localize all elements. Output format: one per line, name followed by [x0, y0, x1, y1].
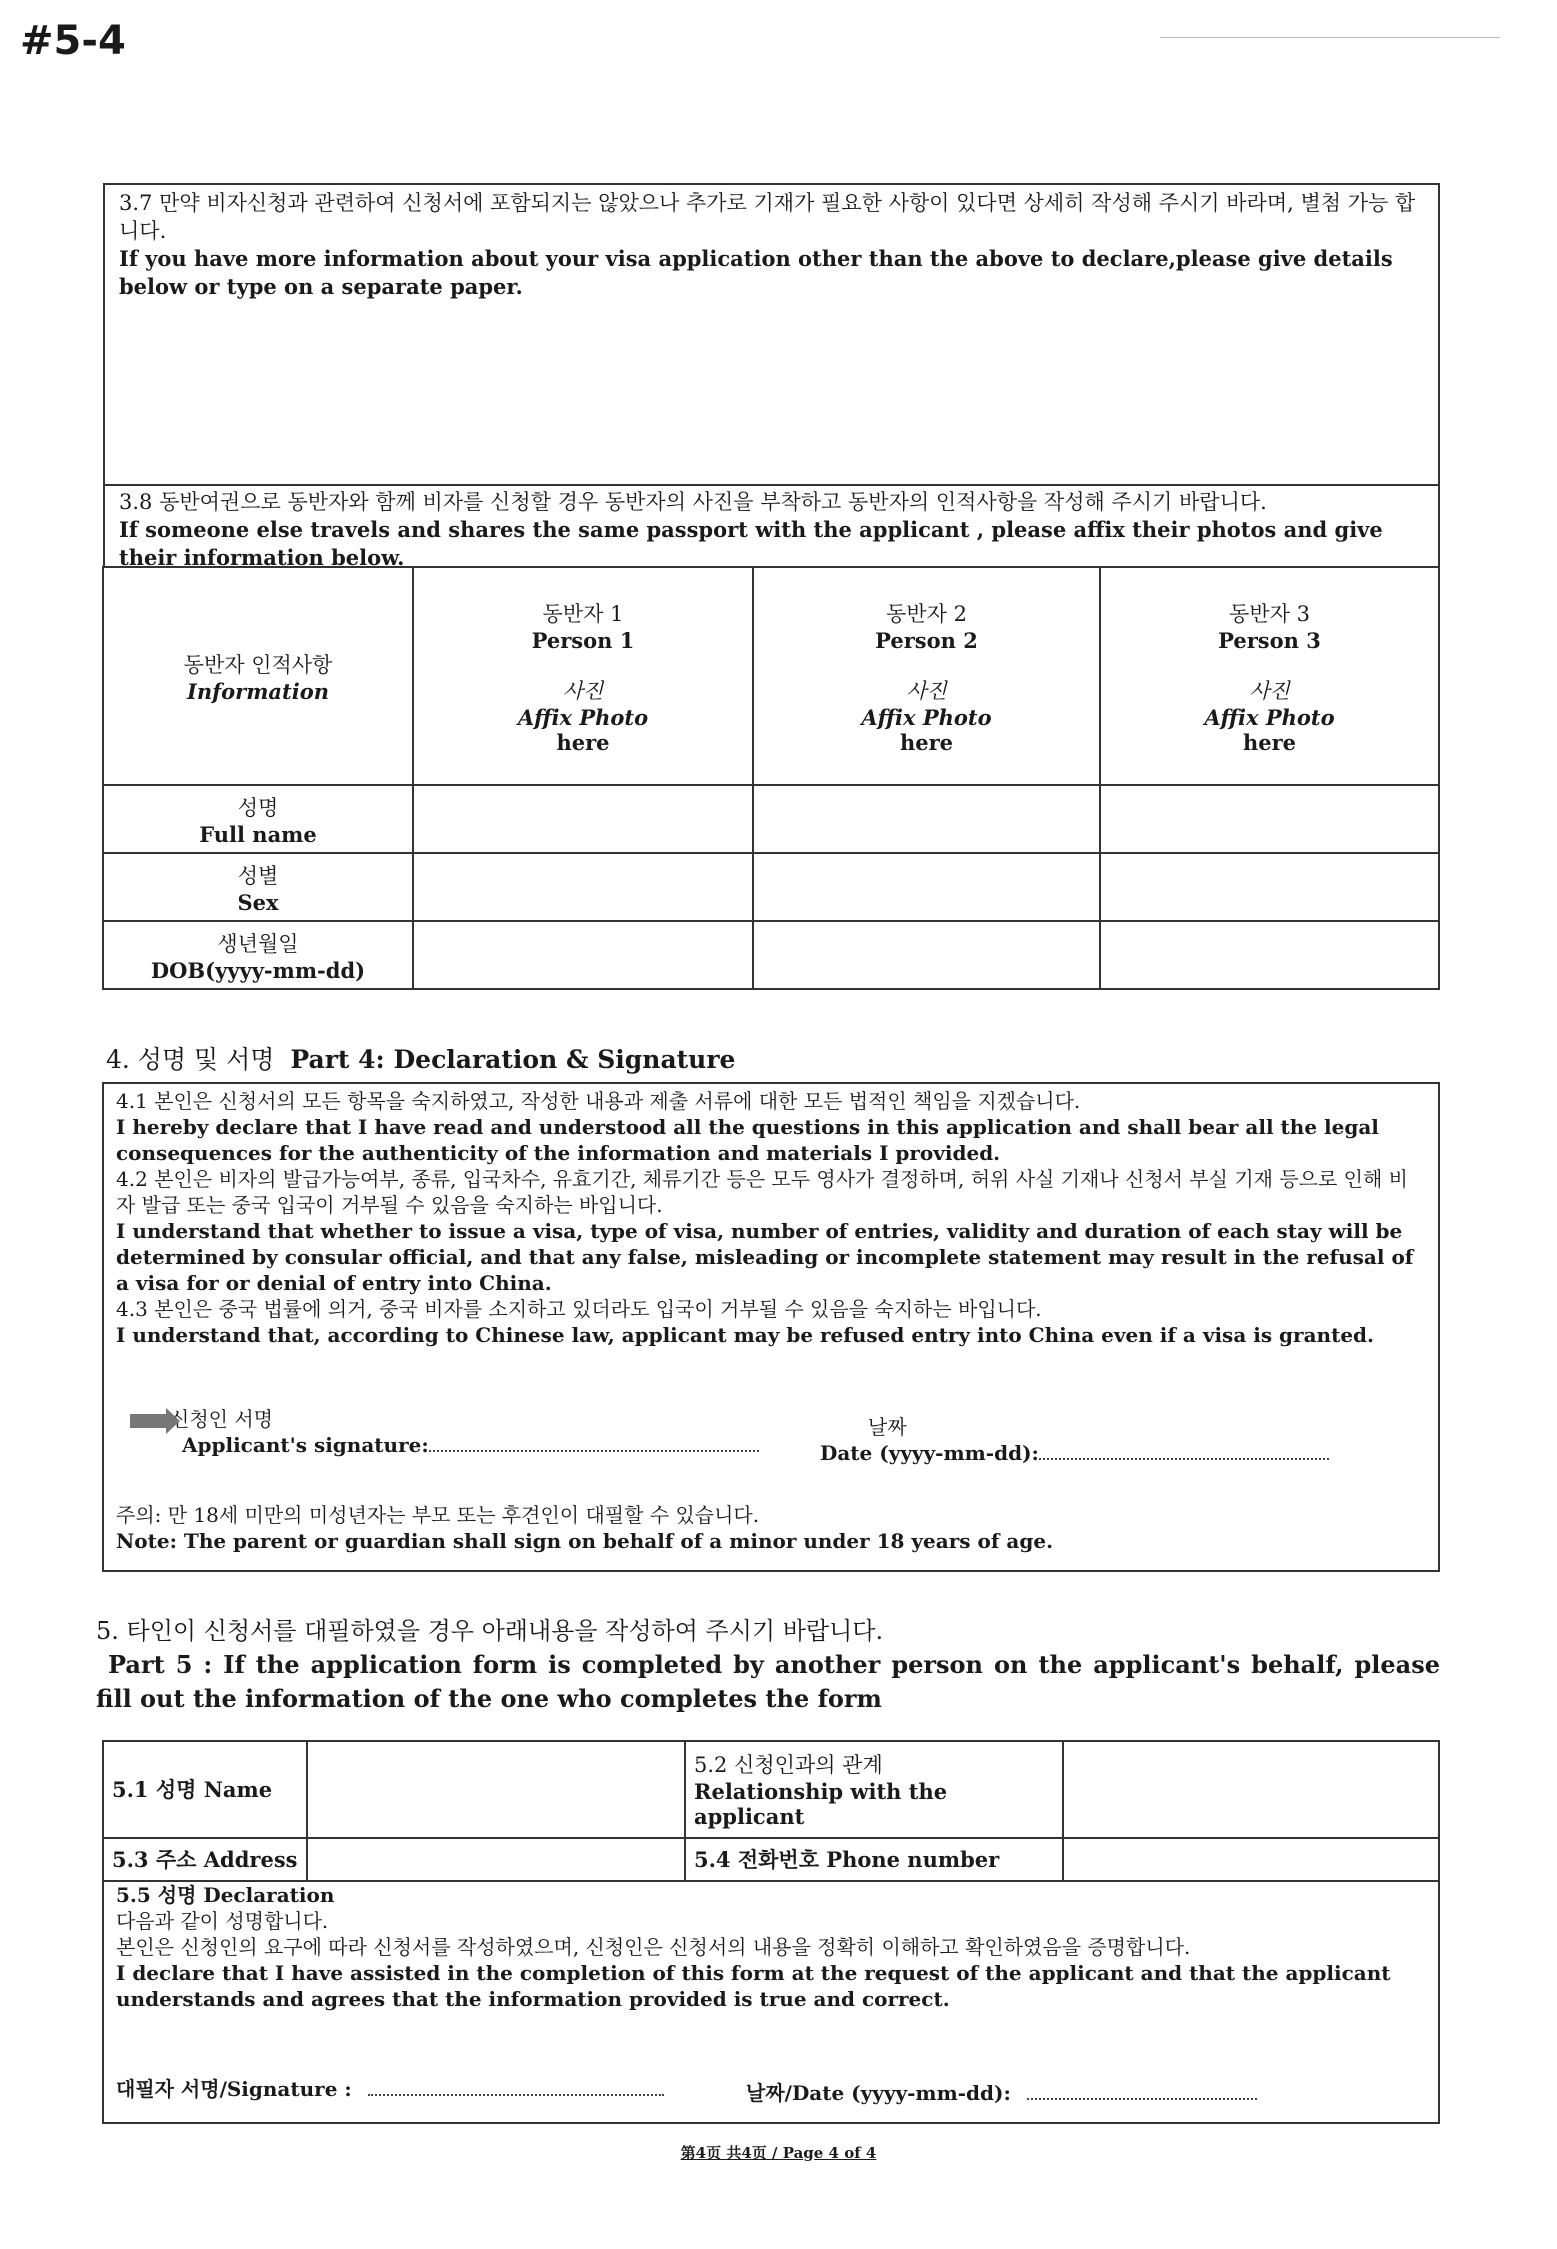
- part5-heading-en: Part 5 : If the application form is completed by another person on the applicant's behalf, please fill out the information of the one who completes the form: [96, 1650, 1440, 1714]
- person-1-ko: 동반자 1: [542, 601, 624, 626]
- fullname-p3[interactable]: [1100, 785, 1439, 853]
- row-label-dob: [103, 921, 413, 989]
- date-block: [820, 1414, 1329, 1466]
- arrow-right-icon: [130, 1414, 166, 1428]
- page-footer: [0, 2142, 1557, 2163]
- fullname-en: Full name: [199, 821, 317, 847]
- d43-ko: 4.3 본인은 중국 법률에 의거, 중국 비자를 소지하고 있더라도 입국이 거부될 수 있음을 숙지하는 바입니다.: [116, 1297, 1042, 1321]
- person-3-photo-ko: 사진: [1249, 678, 1290, 703]
- f55-title: 5.5 성명 Declaration: [116, 1883, 335, 1907]
- dob-p2[interactable]: [753, 921, 1100, 989]
- signature-block: [130, 1406, 759, 1458]
- person-3-en: Person 3: [1218, 627, 1321, 653]
- proxy-signature-line[interactable]: [368, 2094, 664, 2096]
- section-3-8-header: [103, 484, 1440, 571]
- f55-ko2: 본인은 신청인의 요구에 따라 신청서를 작성하였으며, 신청인은 신청서의 내용을 정확히 이해하고 확인하였음을 증명합니다.: [116, 1935, 1191, 1959]
- s37-answer-area[interactable]: [119, 302, 1424, 452]
- sign-ko: 신청인 서명: [170, 1407, 273, 1431]
- s37-english: If you have more information about your visa application other than the above to declare,please give details below or type on a separate paper.: [119, 246, 1393, 300]
- part4-box: [102, 1082, 1440, 1572]
- f52-en: Relationship with the applicant: [694, 1779, 948, 1830]
- dob-p3[interactable]: [1100, 921, 1439, 989]
- proxy-signature-block: [116, 2076, 664, 2102]
- note-en: Note: The parent or guardian shall sign on behalf of a minor under 18 years of age.: [116, 1529, 1054, 1553]
- person-1-photo-ko: 사진: [562, 678, 604, 703]
- person-2-en: Person 2: [875, 627, 978, 653]
- date-en: Date (yyyy-mm-dd):: [820, 1441, 1039, 1465]
- date-ko: 날짜: [868, 1415, 907, 1439]
- companion-table: [102, 566, 1440, 990]
- note-block: [116, 1502, 1053, 1554]
- f51-label: 5.1 성명 Name: [103, 1741, 307, 1838]
- person-2-ko: 동반자 2: [886, 601, 967, 626]
- part5-heading: [96, 1614, 1440, 1716]
- d41-ko: 4.1 본인은 신청서의 모든 항목을 숙지하였고, 작성한 내용과 제출 서류에 대한 모든 법적인 책임을 지겠습니다.: [116, 1089, 1081, 1113]
- dob-en: DOB(yyyy-mm-dd): [150, 957, 366, 983]
- person-1-en: Person 1: [531, 627, 635, 653]
- fullname-ko: 성명: [237, 795, 279, 820]
- person-3-ko: 동반자 3: [1229, 601, 1310, 626]
- f52-input[interactable]: [1063, 1741, 1439, 1838]
- proxy-signature-label: 대필자 서명/Signature :: [116, 2077, 352, 2101]
- sex-p1[interactable]: [413, 853, 753, 921]
- person-3-photo-en: Affix Photo: [1204, 704, 1335, 730]
- fullname-p2[interactable]: [753, 785, 1100, 853]
- person-1-here: here: [556, 729, 610, 755]
- f52-ko: 5.2 신청인과의 관계: [694, 1753, 883, 1778]
- d43-en: I understand that, according to Chinese law, applicant may be refused entry into China even if a visa is granted.: [116, 1323, 1374, 1347]
- s38-english: If someone else travels and shares the same passport with the applicant , please affix their photos and give their information below.: [119, 517, 1383, 571]
- part4-heading-ko: 4. 성명 및 서명: [106, 1045, 275, 1074]
- proxy-date-line[interactable]: [1027, 2098, 1257, 2100]
- person-2-here: here: [899, 729, 954, 755]
- d42-en: I understand that whether to issue a visa, type of visa, number of entries, validity and duration of each stay will be determined by consular official, and that any false, misleading or incomplete statement may result in the refusal of a visa for or denial of entry into China.: [116, 1219, 1414, 1295]
- f53-input[interactable]: [307, 1838, 685, 1881]
- d42-ko: 4.2 본인은 비자의 발급가능여부, 종류, 입국차수, 유효기간, 체류기간 등은 모두 영사가 결정하며, 허위 사실 기재나 신청서 부실 기재 등으로 인해 비자 발급 또는 중국 입국이 거부될 수 있음을 숙지하는 바입니다.: [116, 1167, 1408, 1217]
- f51-input[interactable]: [307, 1741, 685, 1838]
- section-3-7: [103, 183, 1440, 486]
- sex-en: Sex: [237, 889, 279, 915]
- sex-p3[interactable]: [1100, 853, 1439, 921]
- person-1-cell[interactable]: [413, 567, 753, 785]
- person-3-cell[interactable]: [1100, 567, 1439, 785]
- person-3-here: here: [1242, 729, 1297, 755]
- part5-table: [102, 1740, 1440, 1882]
- f54-input[interactable]: [1063, 1838, 1439, 1881]
- person-2-photo-ko: 사진: [906, 678, 947, 703]
- dob-p1[interactable]: [413, 921, 753, 989]
- info-header-cell: [103, 567, 413, 785]
- f55-ko1: 다음과 같이 성명합니다.: [116, 1909, 329, 1933]
- part4-heading: [106, 1040, 735, 1076]
- d41-en: I hereby declare that I have read and understood all the questions in this application and shall bear all the legal consequences for the authenticity of the information and materials I provided.: [116, 1115, 1379, 1165]
- f52-label: [685, 1741, 1063, 1838]
- part5-heading-ko: 5. 타인이 신청서를 대필하였을 경우 아래내용을 작성하여 주시기 바랍니다.: [96, 1617, 884, 1645]
- s38-korean: 3.8 동반여권으로 동반자와 함께 비자를 신청할 경우 동반자의 사진을 부착하고 동반자의 인적사항을 작성해 주시기 바랍니다.: [119, 490, 1267, 514]
- f53-label: 5.3 주소 Address: [103, 1838, 307, 1881]
- s37-korean: 3.7 만약 비자신청과 관련하여 신청서에 포함되지는 않았으나 추가로 기재가 필요한 사항이 있다면 상세히 작성해 주시기 바라며, 별첨 가능 합니다.: [119, 191, 1416, 244]
- person-2-photo-en: Affix Photo: [861, 704, 992, 730]
- row-label-fullname: [103, 785, 413, 853]
- top-rule: [1160, 37, 1500, 38]
- row-label-sex: [103, 853, 413, 921]
- dob-ko: 생년월일: [217, 931, 299, 956]
- f55-box: [102, 1880, 1440, 2124]
- proxy-date-label: 날짜/Date (yyyy-mm-dd):: [746, 2081, 1011, 2105]
- sign-en: Applicant's signature:: [182, 1433, 429, 1457]
- date-line[interactable]: [1039, 1458, 1329, 1460]
- info-header-en: Information: [187, 678, 329, 704]
- person-1-photo-en: Affix Photo: [517, 704, 649, 730]
- part4-heading-en: Part 4: Declaration & Signature: [290, 1045, 736, 1074]
- info-header-ko: 동반자 인적사항: [183, 652, 333, 677]
- proxy-date-block: [746, 2080, 1257, 2106]
- person-2-cell[interactable]: [753, 567, 1100, 785]
- signature-line[interactable]: [429, 1450, 759, 1452]
- sex-p2[interactable]: [753, 853, 1100, 921]
- page-number: 第4页 共4页 / Page 4 of 4: [680, 2144, 877, 2162]
- page-tag: #5-4: [20, 18, 126, 64]
- f55-en: I declare that I have assisted in the completion of this form at the request of the applicant and that the applicant understands and agrees that the information provided is true and correct.: [116, 1961, 1391, 2011]
- note-ko: 주의: 만 18세 미만의 미성년자는 부모 또는 후견인이 대필할 수 있습니다.: [116, 1503, 760, 1527]
- f54-label: 5.4 전화번호 Phone number: [685, 1838, 1063, 1881]
- sex-ko: 성별: [237, 863, 279, 888]
- fullname-p1[interactable]: [413, 785, 753, 853]
